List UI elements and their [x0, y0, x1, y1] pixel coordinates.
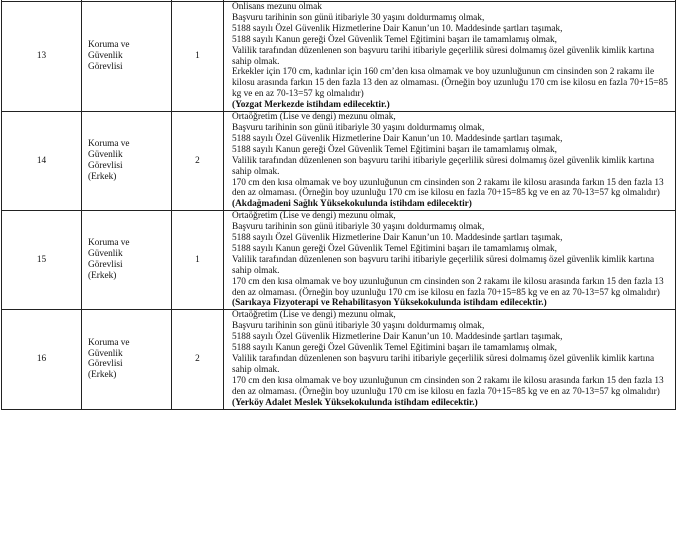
position-title	[82, 112, 172, 211]
requirement-line: 5188 sayılı Kanun gereği Özel Güvenlik Temel Eğitimini başarı ile tamamlamış olmak,	[232, 343, 558, 354]
positions-table	[1, 0, 676, 410]
position-title-line: Güvenlik	[88, 51, 123, 62]
requirement-line: Valilik tarafından düzenlenen son başvuru tarihi itibariyle geçerlilik süresi dolmamış özel güvenlik kimlik kartına sahip olmak.	[232, 45, 655, 67]
position-title	[82, 310, 172, 409]
position-requirements	[224, 2, 676, 112]
table-row	[2, 211, 676, 310]
requirement-line: 5188 sayılı Özel Güvenlik Hizmetlerine Dair Kanun’un 10. Maddesinde şartları taşımak,	[232, 233, 563, 244]
position-count: 2	[172, 310, 224, 409]
requirement-line: 170 cm den kısa olmamak ve boy uzunluğunun cm cinsinden son 2 rakamı ile kilosu arasında farkın 15 den fazla 13 den az olmaması. (Örneğin boy uzunluğu 170 cm ise kilosu en fazla 70+15=85 kg ve en az 70-13=57 kg olmalıdır)	[232, 276, 664, 298]
position-title	[82, 211, 172, 310]
requirement-line: Valilik tarafından düzenlenen son başvuru tarihi itibariyle geçerlilik süresi dolmamış özel güvenlik kimlik kartına sahip olmak.	[232, 155, 655, 177]
employment-location: (Yerköy Adalet Meslek Yüksekokulunda istihdam edilecektir.)	[232, 397, 478, 408]
table-row	[2, 112, 676, 211]
requirement-line: Başvuru tarihinin son günü itibariyle 30 yaşını doldurmamış olmak,	[232, 122, 485, 133]
requirement-line: Başvuru tarihinin son günü itibariyle 30 yaşını doldurmamış olmak,	[232, 321, 485, 332]
position-title-line: Güvenlik	[88, 150, 123, 161]
employment-location: (Sarıkaya Fizyoterapi ve Rehabilitasyon Yüksekokulunda istihdam edilecektir.)	[232, 298, 547, 309]
position-count: 2	[172, 112, 224, 211]
requirement-line: Ortaöğretim (Lise ve dengi) mezunu olmak,	[232, 310, 396, 321]
requirement-line: Önlisans mezunu olmak	[232, 2, 322, 12]
position-title-line: Güvenlik	[88, 348, 123, 359]
requirement-line: 5188 sayılı Özel Güvenlik Hizmetlerine Dair Kanun’un 10. Maddesinde şartları taşımak,	[232, 332, 563, 343]
position-title-line: Güvenlik	[88, 249, 123, 260]
requirement-line: Ortaöğretim (Lise ve dengi) mezunu olmak,	[232, 211, 396, 222]
table-row	[2, 2, 676, 112]
position-requirements	[224, 112, 676, 211]
position-title-line: Koruma ve	[88, 337, 130, 348]
position-title-line: (Erkek)	[88, 172, 117, 183]
position-title-line: Görevlisi	[88, 359, 123, 370]
position-title	[82, 2, 172, 112]
position-title-line: Koruma ve	[88, 40, 130, 51]
position-count: 1	[172, 211, 224, 310]
requirement-line: 5188 sayılı Kanun gereği Özel Güvenlik Temel Eğitimini başarı ile tamamlamış olmak,	[232, 34, 558, 45]
positions-table-body	[2, 0, 676, 409]
requirement-line: Erkekler için 170 cm, kadınlar için 160 cm’den kısa olmamak ve boy uzunluğunun cm cinsinden son 2 rakamı ile kilosu arasında farkın 15 den fazla 13 den az olmaması. (Örneğin boy uzunluğu 170 cm ise kilosu en fazla 70+15=85 kg ve en az 70-13=57 kg olmalıdır)	[232, 67, 668, 100]
position-number: 14	[2, 112, 82, 211]
employment-location: (Akdağmadeni Sağlık Yüksekokulunda istihdam edilecektir)	[232, 199, 472, 210]
position-number: 13	[2, 2, 82, 112]
requirement-line: Ortaöğretim (Lise ve dengi) mezunu olmak,	[232, 112, 396, 123]
position-title-line: Koruma ve	[88, 139, 130, 150]
position-title-line: (Erkek)	[88, 370, 117, 381]
requirement-line: 5188 sayılı Özel Güvenlik Hizmetlerine Dair Kanun’un 10. Maddesinde şartları taşımak,	[232, 133, 563, 144]
position-number: 15	[2, 211, 82, 310]
requirement-line: Valilik tarafından düzenlenen son başvuru tarihi itibariyle geçerlilik süresi dolmamış özel güvenlik kimlik kartına sahip olmak.	[232, 254, 655, 276]
position-title-line: (Erkek)	[88, 271, 117, 282]
requirement-line: 170 cm den kısa olmamak ve boy uzunluğunun cm cinsinden son 2 rakamı ile kilosu arasında farkın 15 den fazla 13 den az olmaması. (Örneğin boy uzunluğu 170 cm ise kilosu en fazla 70+15=85 kg ve en az 70-13=57 kg olmalıdır)	[232, 375, 664, 397]
requirement-line: Valilik tarafından düzenlenen son başvuru tarihi itibariyle geçerlilik süresi dolmamış özel güvenlik kimlik kartına sahip olmak.	[232, 354, 655, 375]
requirement-line: Başvuru tarihinin son günü itibariyle 30 yaşını doldurmamış olmak,	[232, 222, 485, 233]
position-title-line: Görevlisi	[88, 260, 123, 271]
position-title-line: Koruma ve	[88, 238, 130, 249]
table-row	[2, 310, 676, 409]
requirement-line: 170 cm den kısa olmamak ve boy uzunluğunun cm cinsinden son 2 rakamı ile kilosu arasında farkın 15 den fazla 13 den az olmaması. (Örneğin boy uzunluğu 170 cm ise kilosu en fazla 70+15=85 kg ve en az 70-13=57 kg olmalıdır)	[232, 177, 664, 199]
employment-location: (Yozgat Merkezde istihdam edilecektir.)	[232, 100, 390, 111]
position-number: 16	[2, 310, 82, 409]
requirement-line: 5188 sayılı Kanun gereği Özel Güvenlik Temel Eğitimini başarı ile tamamlamış olmak,	[232, 243, 558, 254]
position-title-line: Görevlisi	[88, 61, 123, 72]
position-requirements	[224, 310, 676, 409]
position-requirements	[224, 211, 676, 310]
position-title-line: Görevlisi	[88, 161, 123, 172]
requirement-line: 5188 sayılı Özel Güvenlik Hizmetlerine Dair Kanun’un 10. Maddesinde şartları taşımak,	[232, 23, 563, 34]
requirement-line: Başvuru tarihinin son günü itibariyle 30 yaşını doldurmamış olmak,	[232, 12, 485, 23]
position-count: 1	[172, 2, 224, 112]
requirement-line: 5188 sayılı Kanun gereği Özel Güvenlik Temel Eğitimini başarı ile tamamlamış olmak,	[232, 144, 558, 155]
